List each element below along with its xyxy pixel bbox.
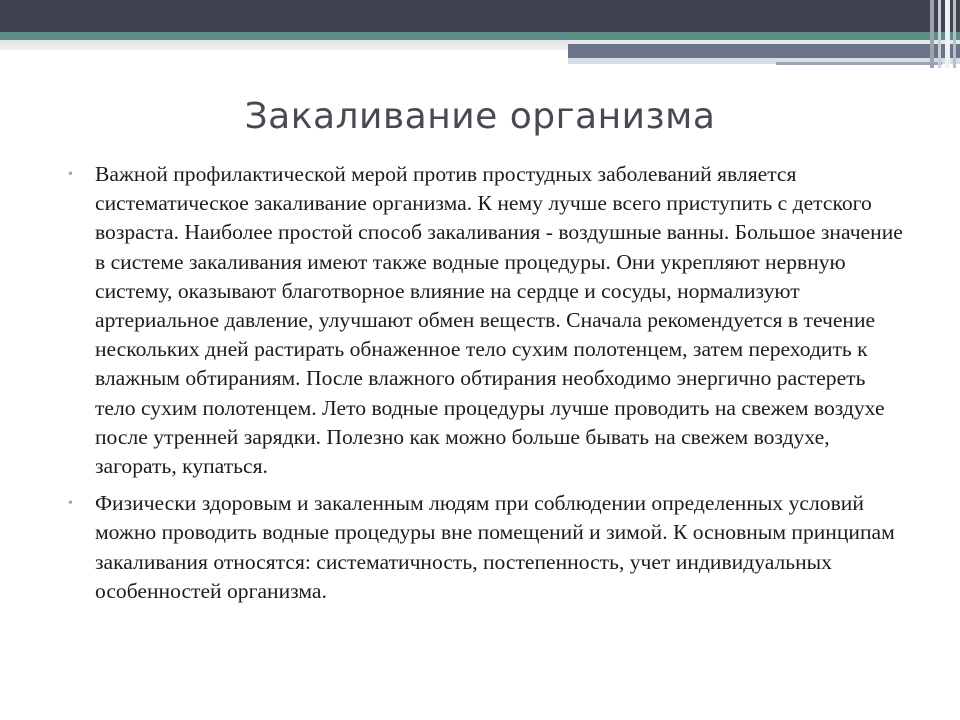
bullet-dot: •	[68, 496, 73, 512]
bullet-item	[68, 160, 908, 481]
header-stripe-2	[938, 0, 941, 68]
bullet-item	[68, 489, 908, 606]
header-stripe-4	[953, 0, 956, 68]
bullet-dot: •	[68, 167, 73, 182]
header-accent-line	[776, 62, 942, 65]
header-band-slate	[568, 44, 960, 58]
header-band-teal	[0, 32, 960, 40]
bullet-text: Важной профилактической мерой против простудных заболеваний является систематическое закаливание организма. К нему лучше всего приступить с детского возраста. Наиболее простой способ закаливания - воздушные ванны. Большое значение в системе закаливания имеют также водные процедуры. Они укрепляют нервную систему, оказывают благотворное влияние на сердце и сосуды, нормализуют артериальное давление, улучшают обмен веществ. Сначала рекомендуется в течение нескольких дней растирать обнаженное тело сухим полотенцем, затем переходить к влажным обтираниям. После влажного обтирания необходимо энергично растереть тело сухим полотенцем. Лето водные процедуры лучше проводить на свежем воздухе после утренней зарядки. Полезно как можно больше бывать на свежем воздухе, загорать, купаться.	[95, 162, 903, 479]
slide-title: Закаливание организма	[244, 96, 716, 137]
bullet-list	[68, 160, 908, 614]
header-stripe-3	[945, 0, 950, 68]
bullet-text: Физически здоровым и закаленным людям при соблюдении определенных условий можно проводить водные процедуры вне помещений и зимой. К основным принципам закаливания относятся: систематичность, постепенность, учет индивидуальных особенностей организма.	[95, 491, 895, 603]
header-band-dark	[0, 0, 960, 32]
header-stripe-1	[930, 0, 934, 68]
